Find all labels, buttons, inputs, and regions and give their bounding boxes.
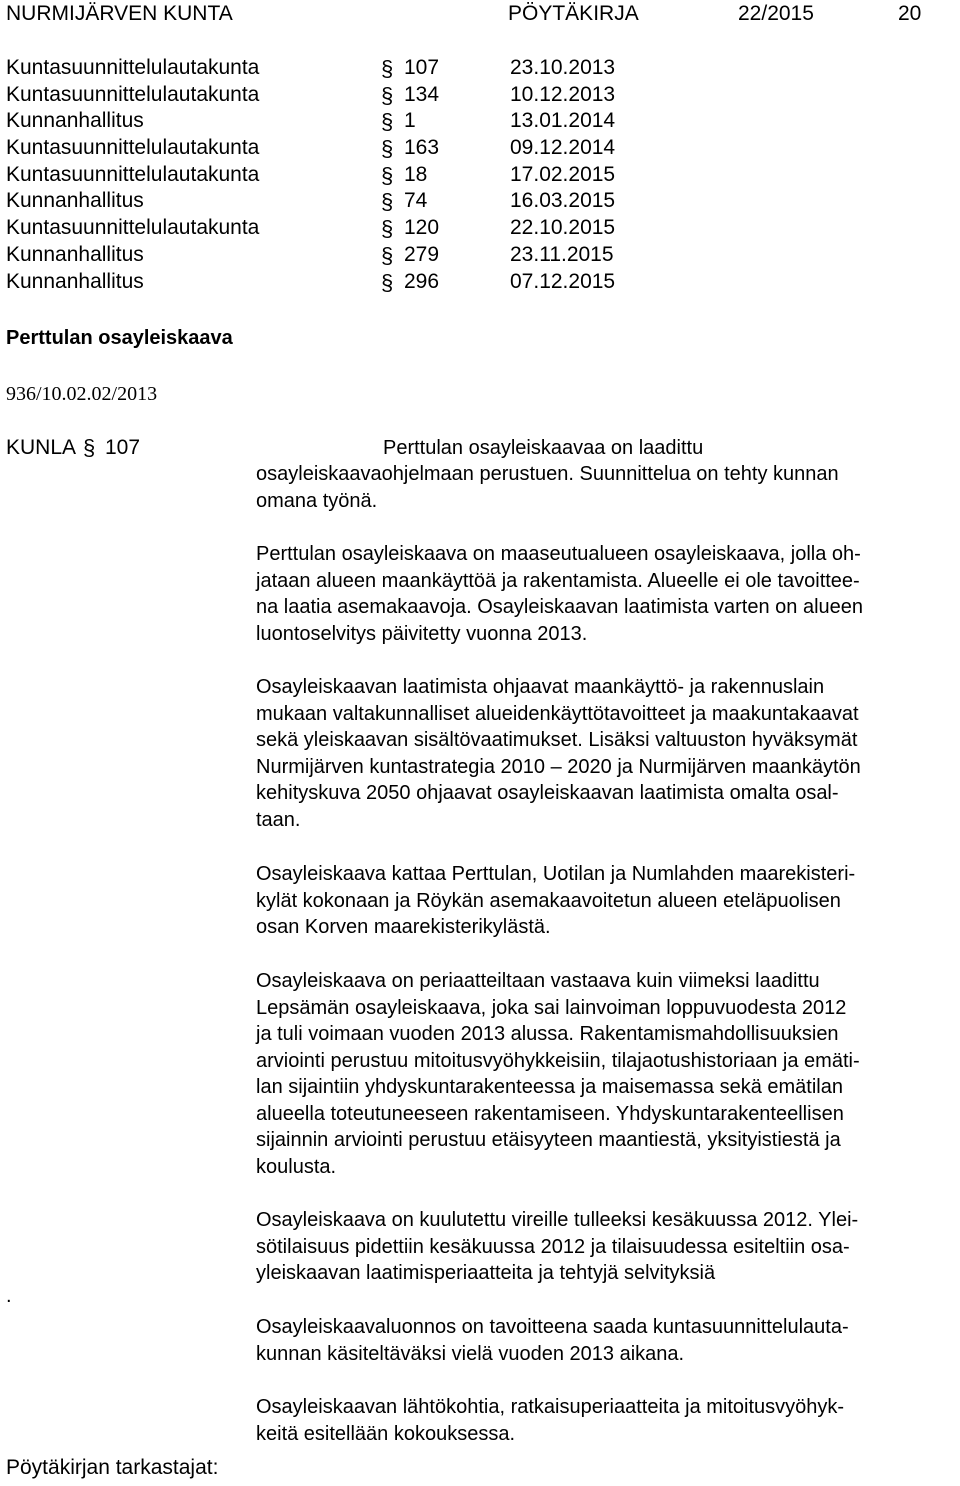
- section-sign-icon: §: [381, 270, 394, 295]
- text-line: arviointi perustuu mitoitusvyöhykkeisiin, tilajaotushistoriaan ja emäti-: [256, 1049, 860, 1072]
- text-line: Perttulan osayleiskaava on maaseutualueen osayleiskaava, jolla oh-: [256, 543, 861, 565]
- history-date: 17.02.2015: [510, 163, 616, 186]
- text-line: omana työnä.: [256, 489, 378, 512]
- intro-first-line: Perttulan osayleiskaavaa on laadittu: [383, 437, 704, 459]
- body-paragraph: [256, 861, 946, 941]
- text-line: koulusta.: [256, 1155, 337, 1178]
- kunla-label: KUNLA: [6, 436, 77, 459]
- text-line: kylät kokonaan ja Röykän asemakaavoitetun alueen eteläpuolisen: [256, 889, 841, 912]
- text-line: kehityskuva 2050 ohjaavat osayleiskaavan laatimista omalta osal-: [256, 782, 839, 804]
- text-line: luontoselvitys päivitetty vuonna 2013.: [256, 622, 588, 645]
- text-line: Osayleiskaava on kuulutettu vireille tulleeksi kesäkuussa 2012. Ylei-: [256, 1209, 859, 1231]
- history-body: Kuntasuunnittelulautakunta: [6, 56, 260, 79]
- history-body: Kuntasuunnittelulautakunta: [6, 136, 260, 159]
- history-date: 22.10.2015: [510, 216, 616, 239]
- body-paragraph: [256, 674, 946, 833]
- section-sign-icon: §: [381, 109, 394, 134]
- document-type: PÖYTÄKIRJA: [508, 2, 639, 25]
- section-sign-icon: §: [381, 243, 394, 268]
- text-line: Osayleiskaavan lähtökohtia, ratkaisuperiaatteita ja mitoitusvyöhyk-: [256, 1396, 845, 1418]
- kunla-number: 107: [105, 436, 141, 459]
- history-body: Kunnanhallitus: [6, 109, 144, 132]
- document-number: 22/2015: [738, 2, 814, 25]
- history-body: Kuntasuunnittelulautakunta: [6, 83, 260, 106]
- text-line: sötilaisuus pidettiin kesäkuussa 2012 ja tilaisuudessa esiteltiin osa-: [256, 1235, 850, 1258]
- text-line: taan.: [256, 808, 301, 831]
- margin-dot: .: [6, 1285, 12, 1307]
- text-line: osan Korven maarekisterikylästä.: [256, 916, 551, 938]
- page-title: Perttulan osayleiskaava: [6, 327, 233, 349]
- history-section-number: 107: [404, 56, 440, 79]
- history-date: 09.12.2014: [510, 136, 616, 159]
- history-section-number: 296: [404, 270, 440, 293]
- text-line: ja tuli voimaan vuoden 2013 alussa. Rakentamismahdollisuuksien: [256, 1023, 839, 1045]
- section-sign-icon: §: [381, 216, 394, 241]
- text-line: alueella toteutuneeseen rakentamiseen. Yhdyskuntarakenteellisen: [256, 1102, 844, 1125]
- history-section-number: 279: [404, 243, 440, 266]
- text-line: na laatia asemakaavoja. Osayleiskaavan laatimista varten on alueen: [256, 596, 864, 618]
- history-body: Kuntasuunnittelulautakunta: [6, 163, 260, 186]
- section-sign-icon: §: [381, 189, 394, 214]
- text-line: osayleiskaavaohjelmaan perustuen. Suunnittelua on tehty kunnan: [256, 463, 839, 485]
- history-date: 10.12.2013: [510, 83, 616, 106]
- text-line: sijainnin arviointi perustuu etäisyyteen maantiestä, yksityistiestä ja: [256, 1129, 841, 1151]
- history-section-number: 120: [404, 216, 440, 239]
- text-line: jataan alueen maankäyttöä ja rakentamista. Alueelle ei ole tavoittee-: [256, 569, 860, 592]
- text-line: kunnan käsiteltäväksi vielä vuoden 2013 aikana.: [256, 1342, 685, 1365]
- history-date: 23.11.2015: [510, 243, 614, 266]
- text-line: Osayleiskaava kattaa Perttulan, Uotilan ja Numlahden maarekisteri-: [256, 863, 856, 885]
- body-paragraph: [256, 1207, 946, 1287]
- history-section-number: 18: [404, 163, 428, 186]
- section-sign-icon: §: [83, 435, 96, 460]
- body-paragraph: [256, 1394, 946, 1447]
- diary-number: 936/10.02.02/2013: [6, 383, 158, 405]
- text-line: yleiskaavan laatimisperiaatteita ja tehtyjä selvityksiä: [256, 1262, 716, 1284]
- page-number: 20: [898, 2, 922, 25]
- history-date: 23.10.2013: [510, 56, 616, 79]
- text-line: lan sijaintiin yhdyskuntarakenteessa ja maisemassa sekä emätilan: [256, 1076, 843, 1098]
- intro-paragraph: [256, 461, 946, 514]
- text-line: mukaan valtakunnalliset alueidenkäyttötavoitteet ja maakuntakaavat: [256, 702, 859, 725]
- text-line: Osayleiskaavaluonnos on tavoitteena saada kuntasuunnittelulauta-: [256, 1316, 849, 1338]
- history-body: Kunnanhallitus: [6, 243, 144, 266]
- section-sign-icon: §: [381, 136, 394, 161]
- history-date: 07.12.2015: [510, 270, 616, 293]
- text-line: keitä esitellään kokouksessa.: [256, 1422, 516, 1445]
- footer-reviewers: Pöytäkirjan tarkastajat:: [6, 1456, 219, 1479]
- history-section-number: 163: [404, 136, 440, 159]
- history-body: Kunnanhallitus: [6, 189, 144, 212]
- history-date: 13.01.2014: [510, 109, 616, 132]
- history-date: 16.03.2015: [510, 189, 616, 212]
- text-line: Lepsämän osayleiskaava, joka sai lainvoiman loppuvuodesta 2012: [256, 996, 847, 1019]
- history-body: Kuntasuunnittelulautakunta: [6, 216, 260, 239]
- municipality-name: NURMIJÄRVEN KUNTA: [6, 2, 233, 25]
- history-section-number: 1: [404, 109, 416, 132]
- body-paragraph: [256, 1314, 946, 1367]
- section-sign-icon: §: [381, 163, 394, 188]
- section-sign-icon: §: [381, 56, 394, 81]
- text-line: Osayleiskaavan laatimista ohjaavat maankäyttö- ja rakennuslain: [256, 676, 825, 698]
- text-line: Nurmijärven kuntastrategia 2010 – 2020 ja Nurmijärven maankäytön: [256, 755, 861, 778]
- section-sign-icon: §: [381, 83, 394, 108]
- text-line: sekä yleiskaavan sisältövaatimukset. Lisäksi valtuuston hyväksymät: [256, 729, 858, 751]
- history-section-number: 134: [404, 83, 440, 106]
- body-paragraph: [256, 968, 946, 1180]
- body-paragraph: [256, 541, 946, 647]
- text-line: Osayleiskaava on periaatteiltaan vastaava kuin viimeksi laadittu: [256, 970, 820, 992]
- history-section-number: 74: [404, 189, 428, 212]
- history-body: Kunnanhallitus: [6, 270, 144, 293]
